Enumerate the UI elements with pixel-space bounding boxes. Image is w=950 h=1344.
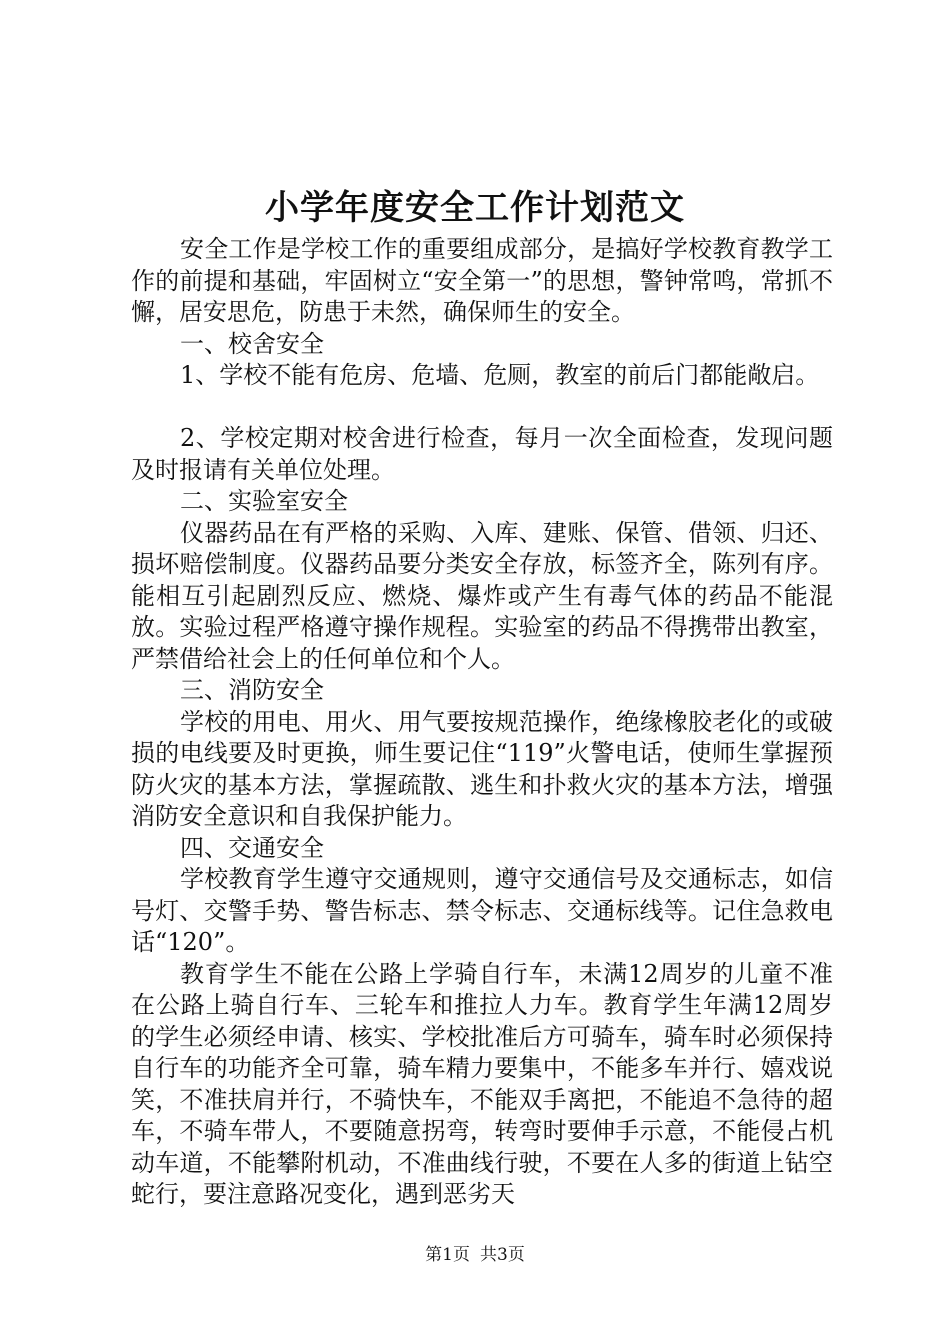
section-heading-2: 二、实验室安全 [180, 487, 348, 515]
bicycle-paragraph: 教育学生不能在公路上学骑自行车，未满12周岁的儿童不准在公路上骑自行车、三轮车和推拉人力车。教育学生年满12周岁的学生必须经申请、核实、学校批准后方可骑车，骑车时必须保持自行车的功能齐全可靠，骑车精力要集中，不能多车并行、嬉戏说笑，不准扶肩并行，不骑快车，不能双手离把，不能追不急待的超车，不骑车带人，不要随意拐弯，转弯时要伸手示意，不能侵占机动车道，不能攀附机动，不准曲线行驶，不要在人多的街道上钻空蛇行，要注意路况变化，遇到恶劣天 [131, 959, 833, 1208]
intro-paragraph: 安全工作是学校工作的重要组成部分，是搞好学校教育教学工作的前提和基础，牢固树立“安全第一”的思想，警钟常鸣，常抓不懈，居安思危，防患于未然，确保师生的安全。 [131, 235, 833, 326]
blank-line [131, 392, 833, 424]
traffic-paragraph: 学校教育学生遵守交通规则，遵守交通信号及交通标志，如信号灯、交警手势、警告标志、禁令标志、交通标线等。记住急救电话“120”。 [131, 865, 833, 956]
list-item-1: 1、学校不能有危房、危墙、危厕，教室的前后门都能敞启。 [180, 361, 820, 389]
page-total: 共3页 [480, 1245, 525, 1265]
section-heading-3: 三、消防安全 [180, 676, 324, 704]
section-heading-4: 四、交通安全 [180, 833, 324, 862]
page-number: 第1页 [425, 1245, 470, 1265]
page-footer [0, 1243, 950, 1267]
document-title: 小学年度安全工作计划范文 [265, 188, 685, 228]
document-body [131, 234, 833, 1211]
lab-paragraph: 仪器药品在有严格的采购、入库、建账、保管、借领、归还、损坏赔偿制度。仪器药品要分类安全存放，标签齐全，陈列有序。能相互引起剧烈反应、燃烧、爆炸或产生有毒气体的药品不能混放。实验过程严格遵守操作规程。实验室的药品不得携带出教室，严禁借给社会上的任何单位和个人。 [131, 518, 833, 673]
fire-paragraph: 学校的用电、用火、用气要按规范操作，绝缘橡胶老化的或破损的电线要及时更换，师生要记住“119”火警电话，使师生掌握预防火灾的基本方法，掌握疏散、逃生和扑救火灾的基本方法，增强消防安全意识和自我保护能力。 [131, 707, 833, 830]
list-item-2: 2、学校定期对校舍进行检查，每月一次全面检查，发现问题及时报请有关单位处理。 [131, 424, 833, 484]
section-heading-1: 一、校舍安全 [180, 329, 324, 358]
